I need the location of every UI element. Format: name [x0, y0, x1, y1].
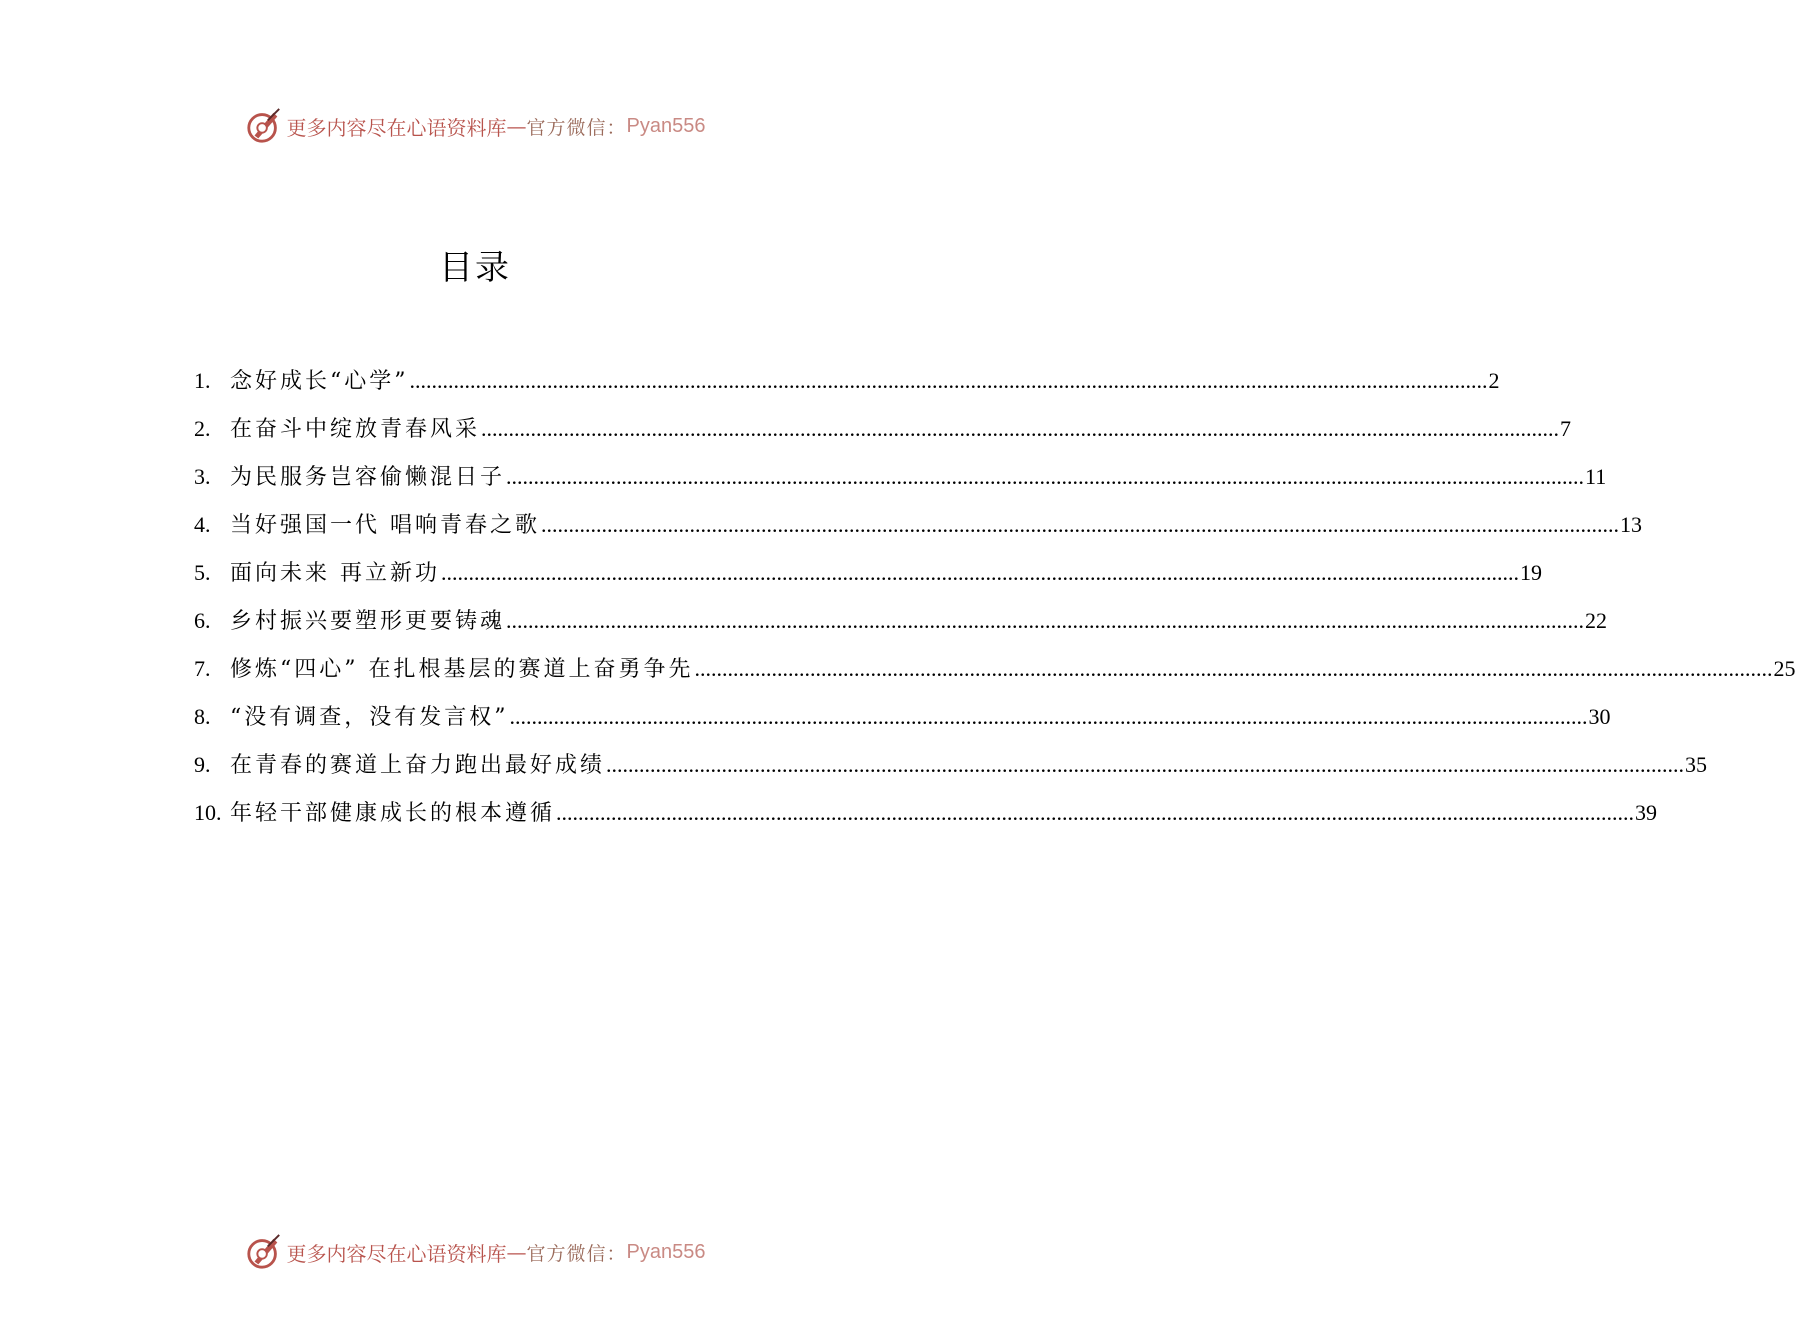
- toc-title: 面向未来 再立新功: [230, 561, 440, 586]
- toc-number: 9.: [194, 752, 211, 777]
- toc-leader-dots: [606, 752, 1684, 778]
- banner-official-label: 官方微信：: [526, 116, 627, 139]
- quill-logo-icon: [245, 107, 283, 145]
- toc-page-number: 39: [1635, 800, 1658, 825]
- toc-title: 乡村振兴要塑形更要铸魂: [230, 609, 506, 634]
- toc-title: 在青春的赛道上奋力跑出最好成绩: [230, 753, 606, 778]
- toc-entry[interactable]: [194, 508, 1642, 556]
- toc-number: 4.: [194, 512, 211, 537]
- toc-number: 6.: [194, 608, 211, 633]
- toc-number: 10.: [194, 800, 222, 825]
- page-title: 目录: [439, 248, 511, 288]
- toc-entry[interactable]: [194, 364, 1500, 412]
- banner-brand: 更多内容尽在心语资料库: [286, 1241, 507, 1266]
- toc-page-number: 19: [1520, 560, 1542, 585]
- toc-entry[interactable]: [194, 652, 1796, 700]
- toc-entry[interactable]: [194, 796, 1658, 844]
- footer-banner: [0, 1232, 950, 1272]
- toc-page-number: 2: [1488, 368, 1500, 393]
- toc-leader-dots: [541, 512, 1619, 538]
- toc-page-number: 35: [1685, 752, 1708, 777]
- toc-title: “没有调查，没有发言权”: [230, 705, 509, 730]
- toc-title: 为民服务岂容偷懒混日子: [230, 465, 506, 490]
- toc-leader-dots: [506, 464, 1584, 490]
- toc-title: 在奋斗中绽放青春风采: [230, 417, 481, 442]
- toc-title: 修炼“四心” 在扎根基层的赛道上奋勇争先: [230, 657, 694, 682]
- toc-entry[interactable]: [194, 748, 1708, 796]
- toc-page-number: 7: [1560, 416, 1572, 441]
- toc-leader-dots: [510, 704, 1588, 730]
- toc-title: 当好强国一代 唱响青春之歌: [230, 513, 540, 538]
- toc-leader-dots: [506, 608, 1584, 634]
- toc-page-number: 13: [1620, 512, 1642, 537]
- toc-leader-dots: [481, 416, 1559, 442]
- banner-wechat-handle: Pyan556: [626, 114, 706, 137]
- toc-number: 7.: [194, 656, 211, 681]
- toc-entry[interactable]: [194, 700, 1611, 748]
- toc-entry[interactable]: [194, 460, 1607, 508]
- quill-logo-icon: [245, 1233, 283, 1271]
- banner-separator: —: [506, 114, 527, 138]
- toc-leader-dots: [441, 560, 1519, 586]
- toc-number: 8.: [194, 704, 211, 729]
- toc-title: 念好成长“心学”: [230, 369, 409, 394]
- banner-separator: —: [506, 1240, 527, 1264]
- banner-brand: 更多内容尽在心语资料库: [286, 115, 507, 140]
- toc-page-number: 25: [1773, 656, 1796, 681]
- table-of-contents: [194, 364, 1796, 844]
- banner-official-label: 官方微信：: [526, 1242, 627, 1265]
- toc-number: 5.: [194, 560, 211, 585]
- toc-leader-dots: [556, 800, 1634, 826]
- toc-number: 3.: [194, 464, 211, 489]
- toc-page-number: 30: [1588, 704, 1611, 729]
- toc-page-number: 22: [1585, 608, 1608, 633]
- toc-number: 2.: [194, 416, 211, 441]
- header-banner: [0, 106, 950, 146]
- toc-entry[interactable]: [194, 412, 1572, 460]
- toc-title: 年轻干部健康成长的根本遵循: [230, 801, 556, 826]
- toc-number: 1.: [194, 368, 211, 393]
- toc-page-number: 11: [1585, 464, 1607, 489]
- toc-entry[interactable]: [194, 604, 1608, 652]
- toc-entry[interactable]: [194, 556, 1542, 604]
- toc-leader-dots: [410, 368, 1488, 394]
- toc-leader-dots: [695, 656, 1773, 682]
- banner-wechat-handle: Pyan556: [626, 1240, 706, 1263]
